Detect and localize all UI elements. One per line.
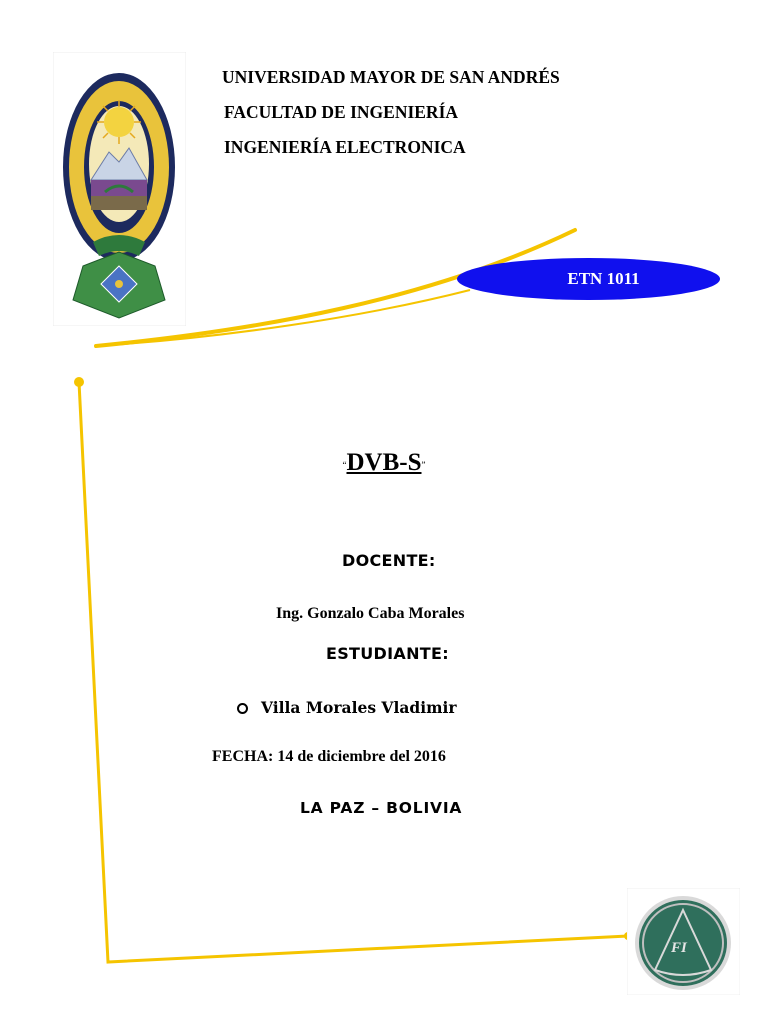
- university-name: UNIVERSIDAD MAYOR DE SAN ANDRÉS: [222, 67, 560, 87]
- document-title: [0, 449, 768, 477]
- course-code: ETN 1011: [567, 269, 640, 288]
- title-close-quote: ”: [421, 460, 426, 470]
- title-open-quote: “: [342, 460, 347, 470]
- student-list-item: [237, 698, 457, 717]
- faculty-logo-letters: FI: [671, 940, 687, 956]
- student-label: ESTUDIANTE:: [326, 644, 449, 663]
- faculty-name: FACULTAD DE INGENIERÍA: [224, 102, 459, 122]
- student-name: Villa Morales Vladimir: [261, 698, 457, 717]
- faculty-logo: [627, 888, 740, 995]
- teacher-name: Ing. Gonzalo Caba Morales: [276, 605, 465, 622]
- course-badge: [457, 258, 720, 300]
- teacher-label: DOCENTE:: [342, 551, 436, 570]
- location: LA PAZ – BOLIVIA: [300, 799, 463, 817]
- title-text: DVB-S: [346, 449, 422, 476]
- date-line: FECHA: 14 de diciembre del 2016: [212, 748, 446, 765]
- department-name: INGENIERÍA ELECTRONICA: [224, 137, 466, 157]
- university-seal: [53, 52, 186, 326]
- bullet-icon: [237, 703, 248, 714]
